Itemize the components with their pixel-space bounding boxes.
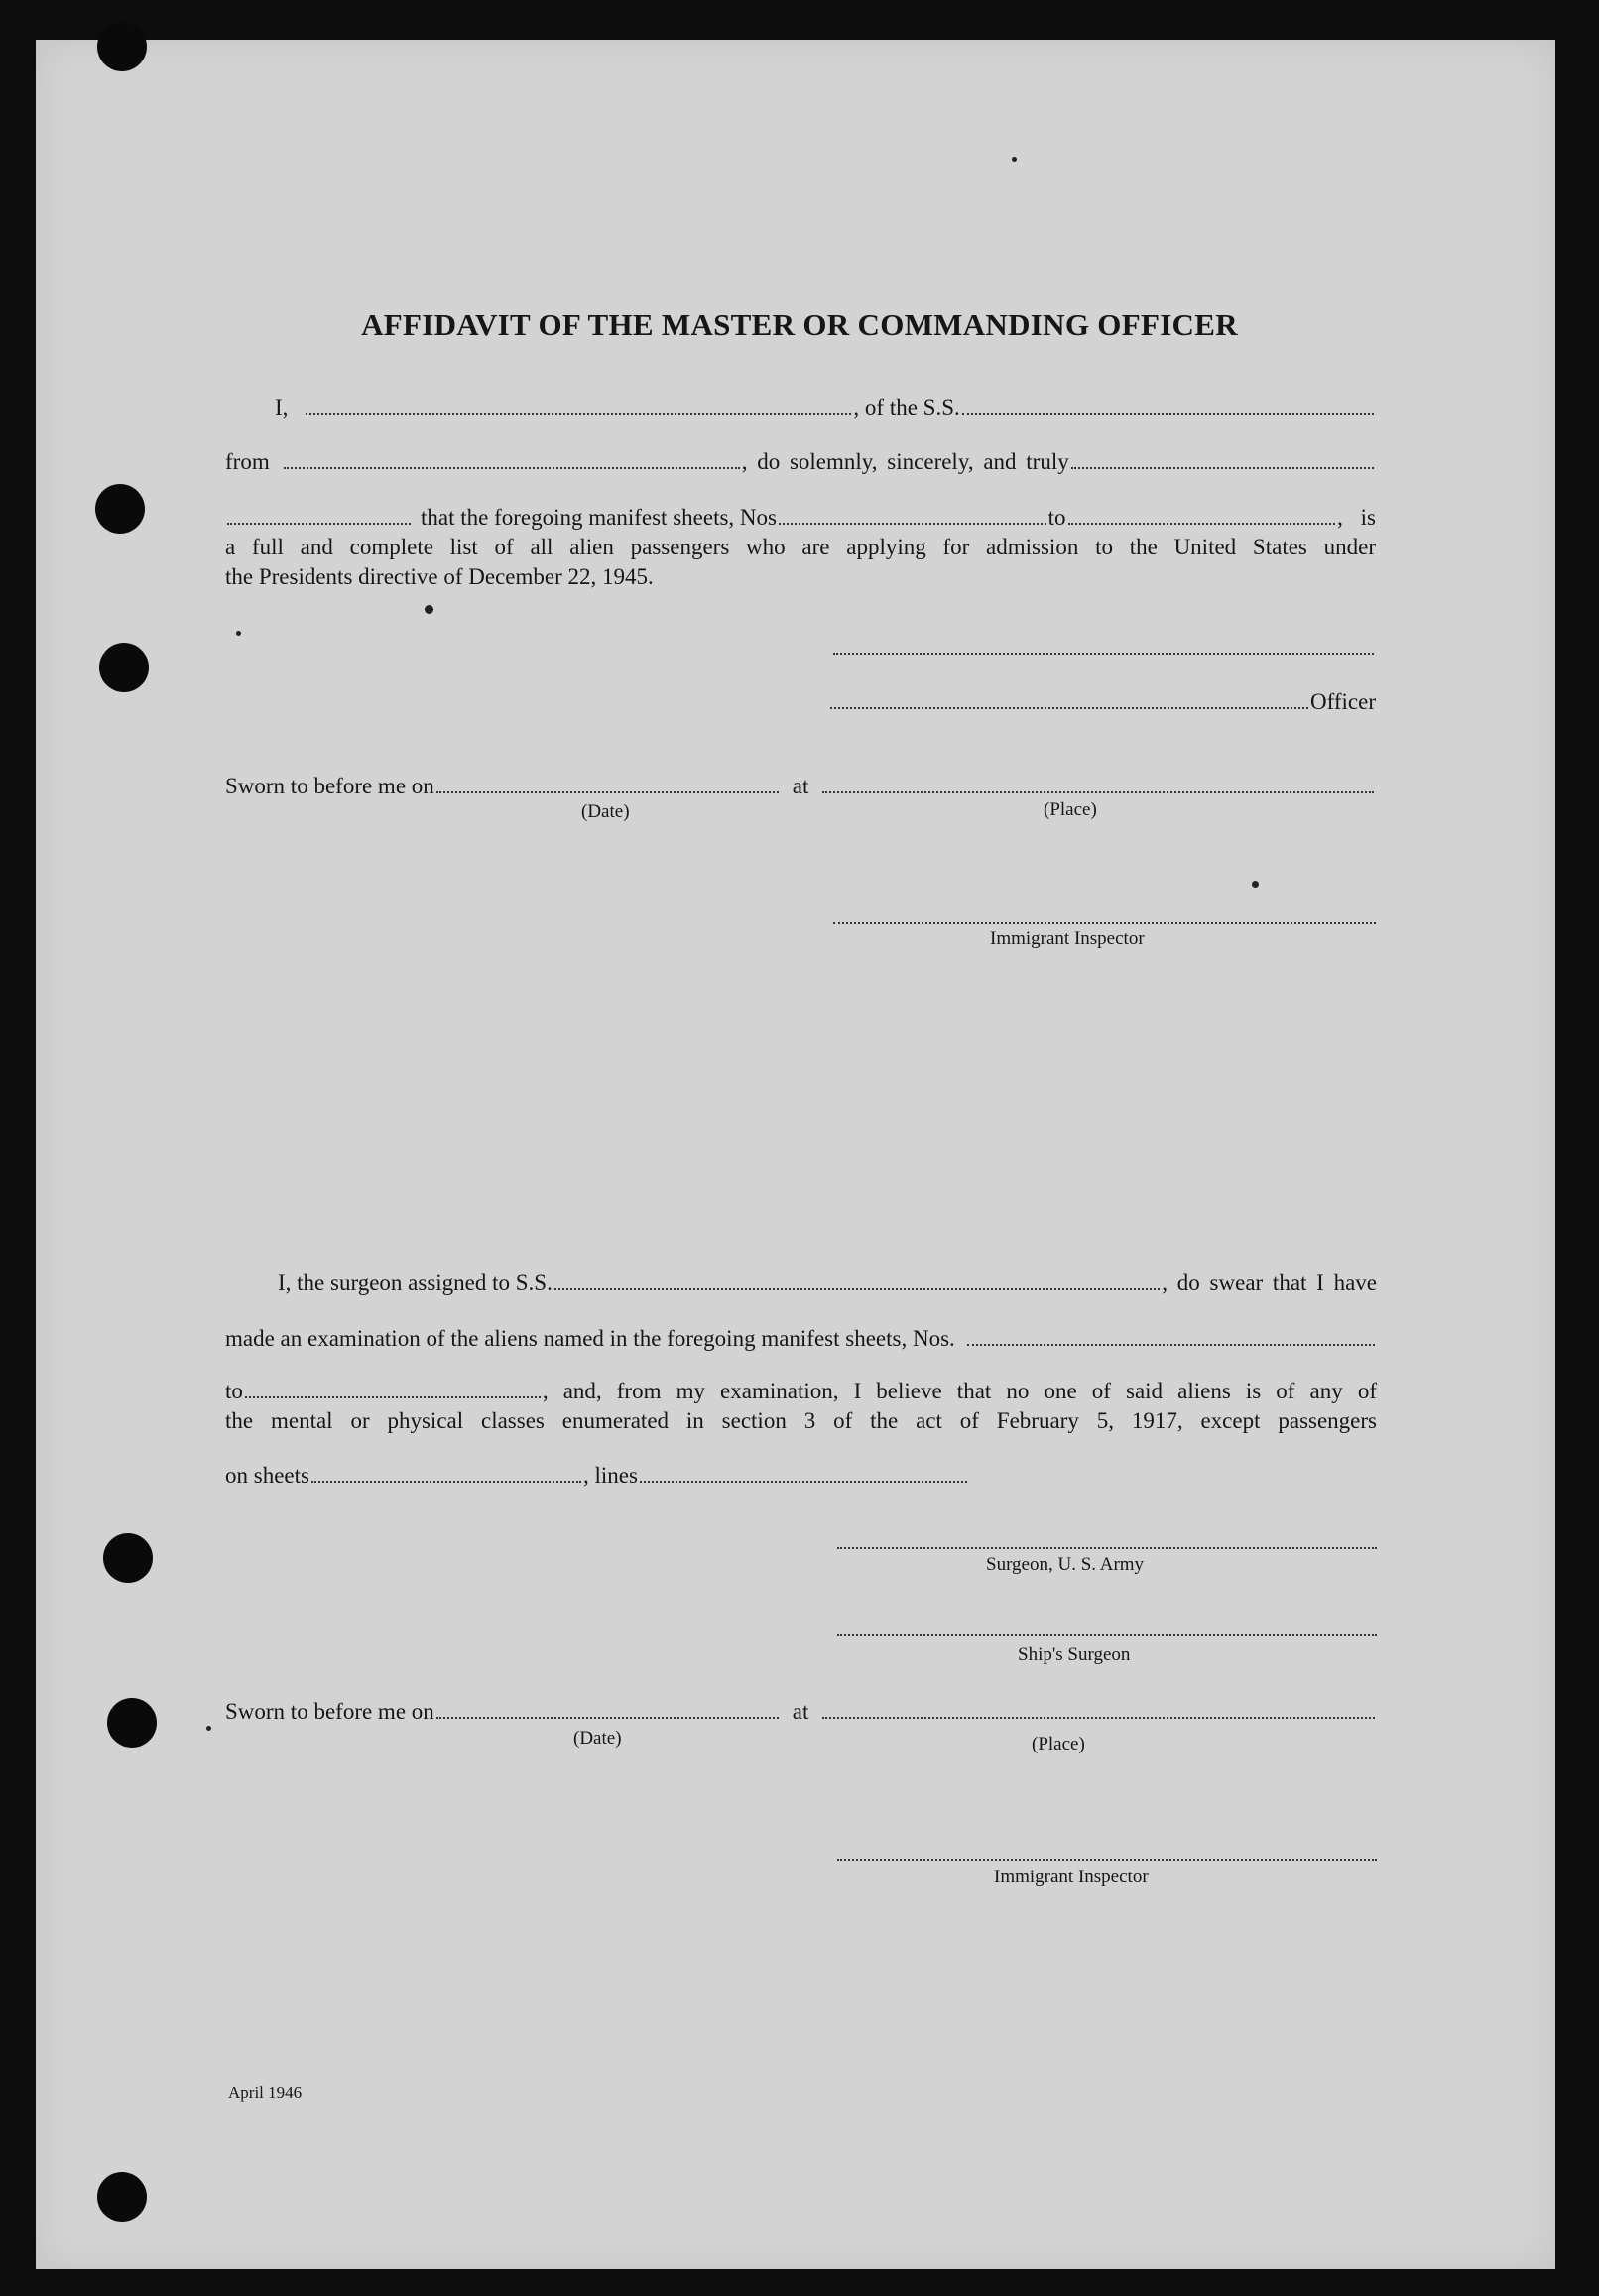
punch-hole bbox=[95, 484, 145, 534]
nos-from-field[interactable] bbox=[779, 522, 1046, 525]
army-surgeon-signature-line[interactable] bbox=[837, 1547, 1377, 1549]
ship-surgeon-signature-line[interactable] bbox=[837, 1634, 1377, 1636]
master-l2-a: from bbox=[225, 449, 270, 474]
surgeon-place-field[interactable] bbox=[822, 1716, 1375, 1719]
oath-verb-field[interactable] bbox=[227, 522, 411, 525]
surgeon-sworn-label: Sworn to before me on bbox=[225, 1699, 434, 1724]
master-l3-c: , is bbox=[1337, 505, 1376, 530]
from-field[interactable] bbox=[284, 466, 740, 469]
name-field[interactable] bbox=[306, 412, 851, 415]
ship-surgeon-caption: Ship's Surgeon bbox=[1018, 1644, 1131, 1665]
surgeon-line-4: the mental or physical classes enumerated in section 3 of the act of February 5, 1917, except passengers bbox=[225, 1408, 1377, 1433]
surgeon-l2: made an examination of the aliens named in the foregoing manifest sheets, Nos. bbox=[225, 1326, 955, 1351]
speck bbox=[206, 1726, 211, 1731]
surgeon-l3-a: to bbox=[225, 1379, 243, 1403]
surgeon-l3-b: , and, from my examination, I believe that no one of said aliens is of any of bbox=[542, 1379, 1377, 1403]
surgeon-place-caption: (Place) bbox=[1032, 1734, 1085, 1754]
surgeon-line-2 bbox=[225, 1325, 1377, 1353]
officer-signature-line-1[interactable] bbox=[833, 653, 1374, 655]
master-sworn-label: Sworn to before me on bbox=[225, 774, 434, 798]
punch-hole bbox=[97, 22, 147, 71]
surgeon-l5-a: on sheets bbox=[225, 1463, 309, 1488]
master-l3-a: that the foregoing manifest sheets, Nos bbox=[421, 505, 777, 530]
surgeon-nos-field[interactable] bbox=[967, 1343, 1375, 1346]
master-line-1 bbox=[275, 394, 1376, 422]
surgeon-at-label: at bbox=[792, 1699, 809, 1724]
punch-hole bbox=[97, 2172, 147, 2222]
master-l3-b: to bbox=[1047, 505, 1066, 530]
nos-to-field[interactable] bbox=[1068, 522, 1336, 525]
punch-hole bbox=[99, 643, 149, 692]
speck bbox=[1012, 157, 1017, 162]
oath-field[interactable] bbox=[1071, 466, 1374, 469]
officer-signature-row bbox=[828, 688, 1376, 716]
surgeon-line-3 bbox=[225, 1378, 1377, 1405]
master-line-2 bbox=[225, 448, 1376, 476]
master-date-caption: (Date) bbox=[581, 801, 630, 822]
master-inspector-caption: Immigrant Inspector bbox=[990, 928, 1145, 949]
army-surgeon-caption: Surgeon, U. S. Army bbox=[986, 1554, 1145, 1575]
surgeon-line-1 bbox=[278, 1269, 1377, 1297]
surgeon-date-caption: (Date) bbox=[573, 1728, 622, 1749]
officer-label: Officer bbox=[1310, 689, 1376, 714]
master-inspector-signature-line[interactable] bbox=[833, 922, 1376, 924]
surgeon-inspector-caption: Immigrant Inspector bbox=[994, 1867, 1149, 1887]
surgeon-line-5 bbox=[225, 1462, 969, 1490]
punch-hole bbox=[107, 1698, 157, 1748]
master-l2-b: , do solemnly, sincerely, and truly bbox=[741, 449, 1069, 474]
surgeon-l5-b: , lines bbox=[582, 1463, 638, 1488]
surgeon-date-field[interactable] bbox=[436, 1716, 779, 1719]
master-line-3 bbox=[225, 504, 1376, 532]
punch-hole bbox=[103, 1533, 153, 1583]
surgeon-l1-a: I, the surgeon assigned to S.S. bbox=[278, 1270, 553, 1295]
document-page bbox=[36, 40, 1555, 2269]
master-at-label: at bbox=[792, 774, 809, 798]
sheets-field[interactable] bbox=[311, 1480, 581, 1483]
lines-field[interactable] bbox=[640, 1480, 967, 1483]
master-place-field[interactable] bbox=[822, 790, 1374, 793]
speck bbox=[1252, 881, 1259, 888]
surgeon-l1-b: , do swear that I have bbox=[1162, 1270, 1377, 1295]
master-date-field[interactable] bbox=[436, 790, 779, 793]
ship-field[interactable] bbox=[962, 412, 1374, 415]
speck bbox=[425, 605, 433, 614]
surgeon-inspector-signature-line[interactable] bbox=[837, 1859, 1377, 1861]
master-place-caption: (Place) bbox=[1044, 799, 1097, 820]
master-l1-a: I, bbox=[275, 395, 289, 420]
form-date-footer: April 1946 bbox=[228, 2083, 303, 2102]
master-l1-b: , of the S.S. bbox=[853, 395, 960, 420]
surgeon-to-field[interactable] bbox=[245, 1395, 541, 1398]
speck bbox=[236, 631, 241, 636]
master-sworn-row bbox=[225, 773, 1376, 800]
officer-signature-line-2[interactable] bbox=[830, 706, 1308, 709]
master-line-4: a full and complete list of all alien passengers who are applying for admission to the United States under bbox=[225, 535, 1376, 559]
master-line-5: the Presidents directive of December 22, 1945. bbox=[225, 564, 654, 589]
surgeon-ship-field[interactable] bbox=[554, 1287, 1160, 1290]
document-title: AFFIDAVIT OF THE MASTER OR COMMANDING OFFICER bbox=[361, 307, 1238, 342]
surgeon-sworn-row bbox=[225, 1698, 1377, 1726]
